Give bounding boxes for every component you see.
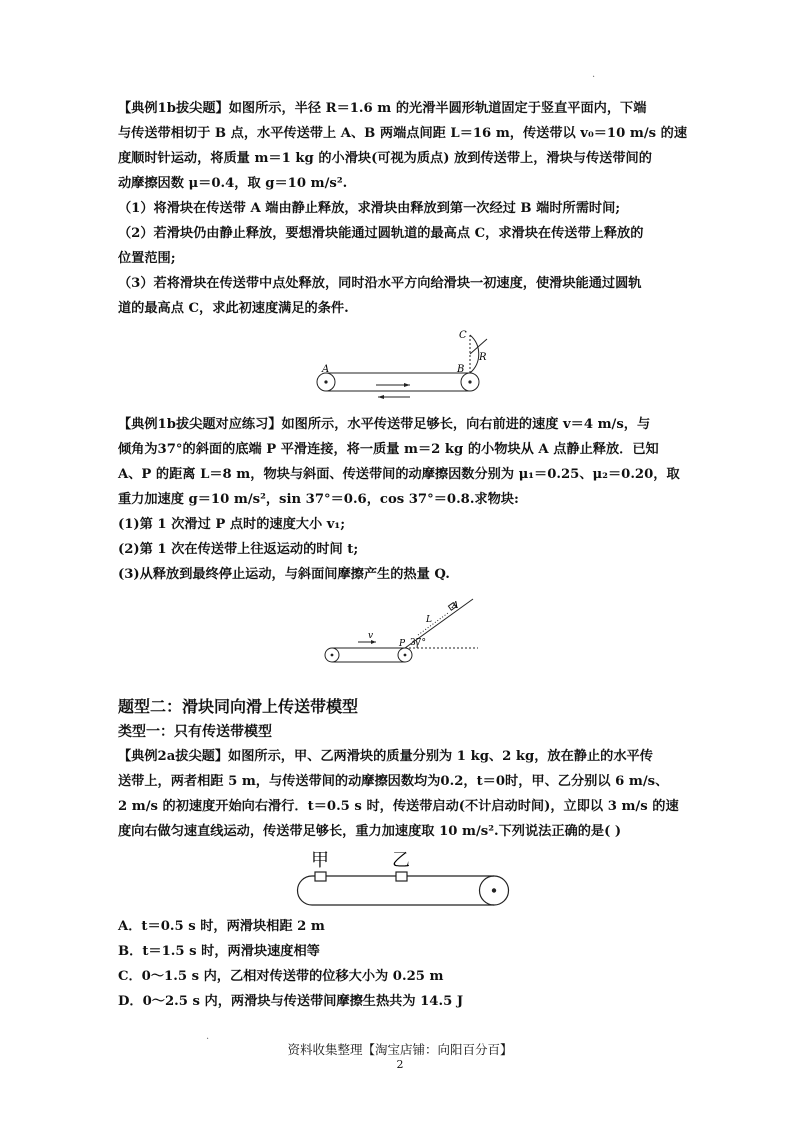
practice-question: (1)第 1 次滑过 P 点时的速度大小 v₁; [118,517,346,532]
practice-question: (3)从释放到最终停止运动，与斜面间摩擦产生的热量 Q. [118,567,450,582]
section-subtitle: 类型一：只有传送带模型 [118,724,272,740]
problem-1b-question: （3）若将滑块在传送带中点处释放，同时沿水平方向给滑块一初速度，使滑块能通过圆轨 [118,276,642,291]
problem-2a-line: 送带上，两者相距 5 m，与传送带间的动摩擦因数均为0.2，t＝0时，甲、乙分别以 6 m/s、 [118,774,669,789]
problem-2a-line: 【典例2a拔尖题】如图所示，甲、乙两滑块的质量分别为 1 kg、2 kg，放在静止的水平传 [118,749,653,764]
problem-1b-line: 度顺时针运动，将质量 m＝1 kg 的小滑块(可视为质点) 放到传送带上，滑块与传送带间的 [118,151,652,166]
option-c: C．0～1.5 s 内，乙相对传送带的位移大小为 0.25 m [118,969,444,984]
problem-1b-question: （2）若滑块仍由静止释放，要想滑块能通过圆轨道的最高点 C，求滑块在传送带上释放的 [118,226,644,241]
problem-2a-line: 2 m/s 的初速度开始向右滑行．t＝0.5 s 时，传送带启动(不计启动时间)，立即以 3 m/s 的速 [118,799,679,814]
label-a: A [452,601,459,611]
page-number: 2 [396,1058,404,1071]
label-angle: 37° [410,638,426,648]
option-a: A．t＝0.5 s 时，两滑块相距 2 m [118,919,325,934]
practice-line: 倾角为37°的斜面的底端 P 平滑连接，将一质量 m＝2 kg 的小物块从 A 点静止释放．已知 [118,442,659,457]
option-d: D．0～2.5 s 内，两滑块与传送带间摩擦生热共为 14.5 J [118,994,464,1009]
problem-2a [118,744,684,844]
conveyor-semicircle-figure [310,322,510,404]
problem-1b-question: 道的最高点 C，求此初速度满足的条件. [118,301,349,316]
footer-source: 资料收集整理【淘宝店铺：向阳百分百】 [287,1042,513,1057]
answer-options [118,914,684,1014]
scan-dot: · [592,72,596,83]
practice-line: 重力加速度 g＝10 m/s²，sin 37°＝0.6，cos 37°＝0.8.求物块: [118,492,519,507]
label-l: L [426,615,432,625]
section-title: 题型二：滑块同向滑上传送带模型 [118,697,359,716]
problem-1b-line: 与传送带相切于 B 点，水平传送带上 A、B 两端点间距 L＝16 m，传送带以 v₀＝10 m/s 的速 [118,126,688,141]
practice-question: (2)第 1 次在传送带上往返运动的时间 t; [118,542,359,557]
problem-2a-line: 度向右做匀速直线运动，传送带足够长，重力加速度取 10 m/s².下列说法正确的是( ) [118,824,622,839]
problem-1b [118,96,688,321]
two-block-conveyor-figure [296,844,512,908]
option-b: B．t＝1.5 s 时，两滑块速度相等 [118,944,320,959]
label-c: C [459,330,467,341]
label-yi: 乙 [392,850,410,871]
label-b: B [457,364,465,375]
label-jia: 甲 [311,850,329,871]
problem-1b-line: 动摩擦因数 μ＝0.4，取 g＝10 m/s². [118,176,348,191]
practice-line: 【典例1b拔尖题对应练习】如图所示，水平传送带足够长，向右前进的速度 v＝4 m/s，与 [118,417,651,432]
practice-line: A、P 的距离 L＝8 m，物块与斜面、传送带间的动摩擦因数分别为 μ₁＝0.25、μ₂＝0.20，取 [118,467,680,482]
label-p: P [399,639,406,649]
label-a: A [322,364,330,375]
label-r: R [479,352,487,363]
practice-problem [118,412,684,587]
scan-dot: · [206,1034,210,1045]
problem-1b-question: （1）将滑块在传送带 A 端由静止释放，求滑块由释放到第一次经过 B 端时所需时间; [118,201,621,216]
problem-1b-line: 【典例1b拔尖题】如图所示，半径 R＝1.6 m 的光滑半圆形轨道固定于竖直平面内，下端 [118,101,647,116]
conveyor-incline-figure [318,596,478,668]
label-v: v [368,631,374,641]
problem-1b-question: 位置范围; [118,251,176,266]
